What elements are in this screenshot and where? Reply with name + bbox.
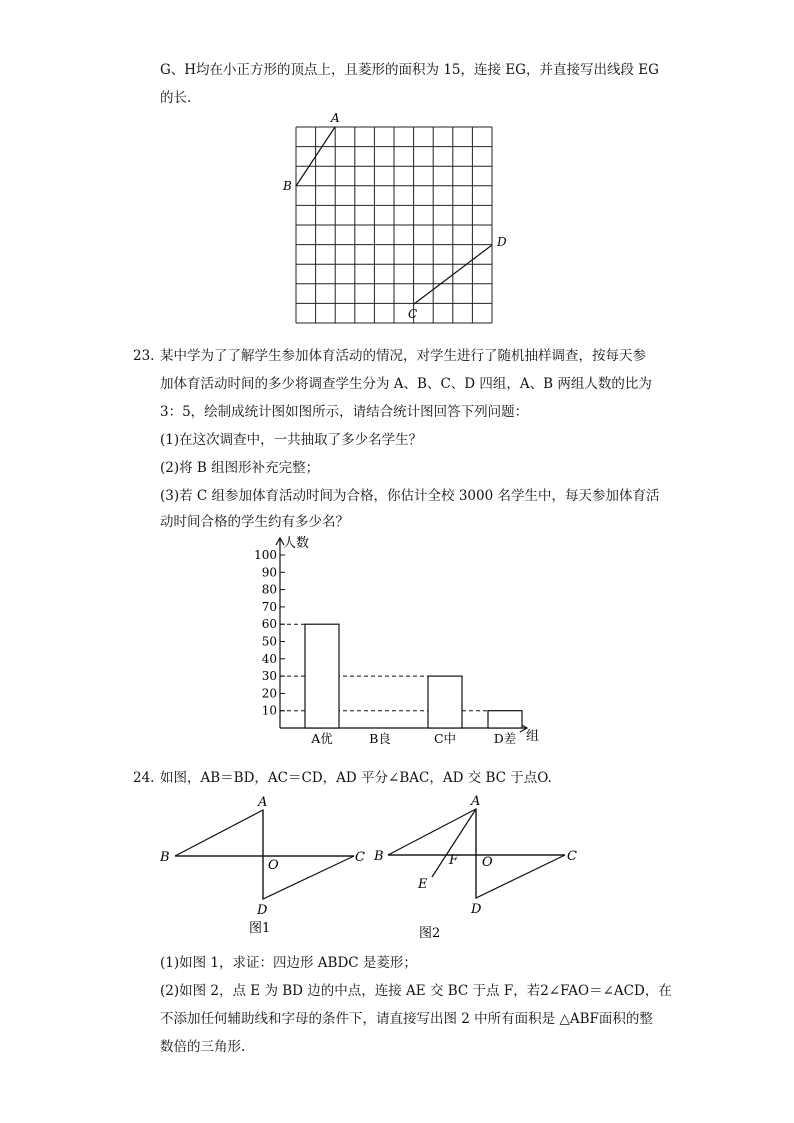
label-c: C bbox=[408, 307, 418, 321]
fig1-label-b: B bbox=[160, 850, 170, 865]
fig2-label-f: F bbox=[449, 853, 459, 868]
fig1-label-a: A bbox=[258, 795, 268, 810]
y-axis-label: 人数 bbox=[283, 536, 310, 551]
x-axis-arrow bbox=[520, 724, 527, 732]
rhombus-abdc-fig2 bbox=[388, 809, 565, 898]
y-tick-label: 50 bbox=[261, 634, 277, 649]
label-d: D bbox=[497, 235, 507, 249]
fig2-label-o: O bbox=[482, 855, 493, 870]
q23-stem-line-1: 某中学为了了解学生参加体育活动的情况，对学生进行了随机抽样调查，按每天参 bbox=[160, 348, 646, 364]
fig2-label-b: B bbox=[374, 849, 384, 864]
fig1-label-d: D bbox=[257, 903, 268, 918]
problem-text-line: 的长. bbox=[160, 90, 192, 106]
y-tick-label: 100 bbox=[254, 548, 277, 562]
figure-1 bbox=[175, 810, 354, 899]
y-tick-label: 80 bbox=[261, 582, 277, 597]
figure-2 bbox=[388, 809, 565, 898]
q23-sub-question-3-line-1: (3)若 C 组参加体育活动时间为合格，你估计全校 3000 名学生中，每天参加体育活 bbox=[160, 488, 660, 504]
question-number: 24. bbox=[133, 770, 155, 786]
bar-A优 bbox=[305, 624, 339, 728]
fig2-label-d: D bbox=[471, 902, 482, 917]
bar-C中 bbox=[428, 676, 462, 728]
y-axis-arrow bbox=[276, 538, 284, 545]
y-tick-label: 70 bbox=[261, 599, 277, 614]
q24-stem: 如图，AB＝BD，AC＝CD，AD 平分∠BAC，AD 交 BC 于点O. bbox=[160, 770, 552, 786]
x-tick-label: D差 bbox=[493, 731, 517, 746]
segment-ae-fig2 bbox=[432, 809, 476, 877]
q24-sub-question-2-line-2: 不添加任何辅助线和字母的条件下，请直接写出图 2 中所有面积是 △ABF面积的整 bbox=[160, 1011, 653, 1027]
segment-cd bbox=[414, 245, 492, 304]
fig2-label-c: C bbox=[567, 849, 577, 864]
fig2-label-e: E bbox=[418, 877, 428, 892]
label-b: B bbox=[283, 179, 292, 193]
q24-sub-question-2-line-3: 数倍的三角形. bbox=[160, 1039, 246, 1055]
problem-text-line: G、H均在小正方形的顶点上，且菱形的面积为 15，连接 EG，并直接写出线段 EG bbox=[160, 62, 659, 78]
q24-sub-question-1: (1)如图 1，求证：四边形 ABDC 是菱形； bbox=[160, 955, 417, 971]
q23-stem-line-3: 3：5，绘制成统计图如图所示，请结合统计图回答下列问题： bbox=[160, 404, 529, 420]
y-tick-label: 60 bbox=[261, 617, 277, 632]
y-tick-label: 20 bbox=[261, 686, 277, 701]
y-tick-label: 40 bbox=[261, 651, 277, 666]
y-tick-label: 10 bbox=[261, 703, 277, 718]
x-tick-label: C中 bbox=[433, 731, 457, 746]
q23-sub-question-2: (2)将 B 组图形补充完整； bbox=[160, 460, 320, 476]
bar-D差 bbox=[488, 711, 522, 728]
fig2-label-a: A bbox=[471, 794, 481, 809]
segment-ab bbox=[296, 127, 335, 186]
fig1-label-o: O bbox=[268, 858, 279, 873]
label-a: A bbox=[331, 111, 340, 125]
q23-sub-question-3-line-2: 动时间合格的学生约有多少名？ bbox=[160, 514, 349, 530]
figure-2-caption: 图2 bbox=[419, 926, 441, 941]
y-tick-label: 30 bbox=[261, 669, 277, 684]
x-tick-label: B良 bbox=[369, 731, 391, 746]
rhombus-abdc-fig1 bbox=[175, 810, 354, 899]
question-number: 23. bbox=[133, 348, 155, 364]
q23-stem-line-2: 加体育活动时间的多少将调查学生分为 A、B、C、D 四组，A、B 两组人数的比为 bbox=[160, 376, 652, 392]
x-axis-label: 组 bbox=[526, 729, 540, 744]
x-tick-label: A优 bbox=[311, 731, 333, 746]
y-tick-label: 90 bbox=[261, 565, 277, 580]
fig1-label-c: C bbox=[355, 850, 365, 865]
figure-1-caption: 图1 bbox=[249, 921, 271, 936]
q24-sub-question-2-line-1: (2)如图 2，点 E 为 BD 边的中点，连接 AE 交 BC 于点 F，若2∠FAO＝∠ACD，在 bbox=[160, 983, 672, 999]
q23-sub-question-1: (1)在这次调查中，一共抽取了多少名学生？ bbox=[160, 432, 423, 448]
